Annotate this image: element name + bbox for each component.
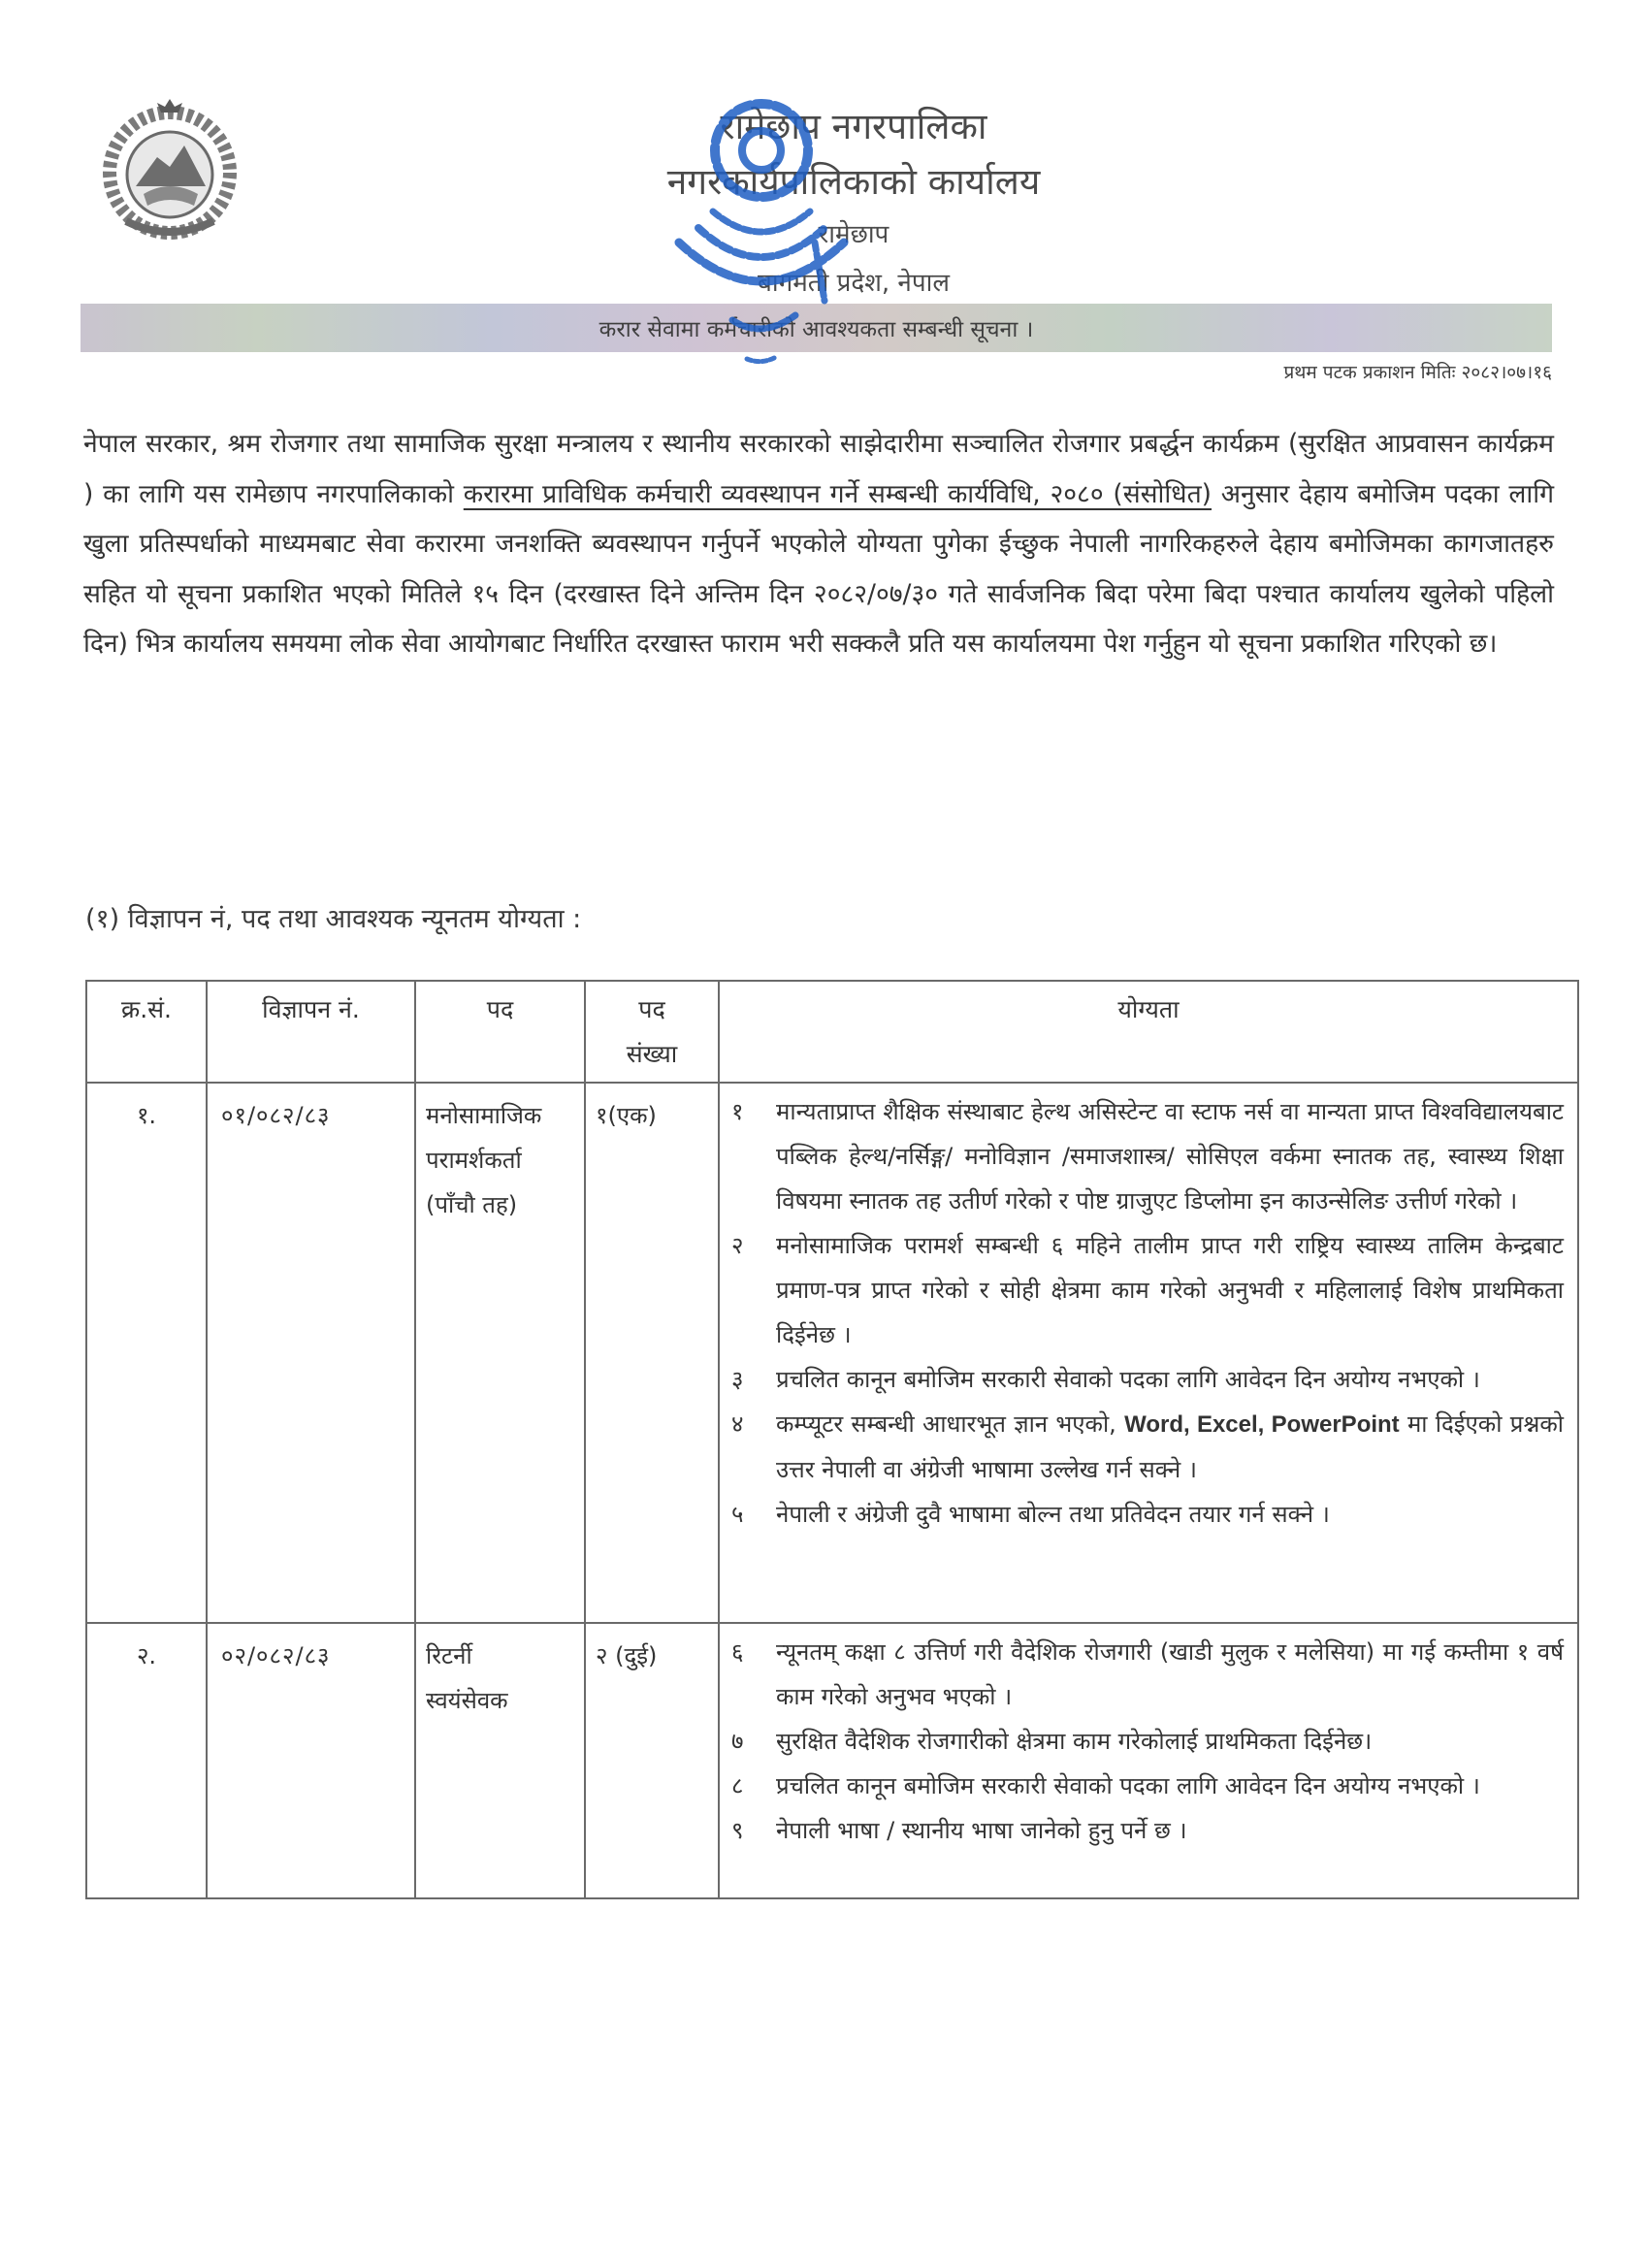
post-level: (पाँचौ तह): [426, 1191, 518, 1218]
table-row: [86, 1623, 1578, 1898]
qualification-list: [719, 1083, 1578, 1623]
nepal-government-emblem-icon: [97, 97, 242, 243]
table-header-row: [86, 981, 1578, 1083]
qualification-text: न्यूनतम् कक्षा ८ उत्तिर्ण गरी वैदेशिक रोजगारी (खाडी मुलुक र मलेसिया) मा गई कम्तीमा १ वर्ष काम गरेको अनुभव भएको ।: [776, 1638, 1564, 1710]
qualification-item: [731, 1492, 1564, 1537]
district-name: रामेछाप: [818, 220, 889, 249]
qualification-number: २: [731, 1232, 744, 1259]
qualification-text: प्रचलित कानून बमोजिम सरकारी सेवाको पदका लागि आवेदन दिन अयोग्य नभएको ।: [776, 1366, 1480, 1393]
office-name: नगरकार्यपालिकाको कार्यालय: [666, 161, 1041, 203]
advertisement-number: ०२/०८२/८३: [207, 1623, 415, 1898]
qualification-number: १: [731, 1098, 744, 1125]
header-post-count: [585, 981, 719, 1083]
municipality-name: रामेछाप नगरपालिका: [720, 106, 987, 147]
table-row: [86, 1083, 1578, 1623]
publication-date: प्रथम पटक प्रकाशन मितिः २०८२।०७।१६: [1283, 362, 1552, 383]
qualification-item: [731, 1089, 1564, 1223]
qualification-number: ६: [731, 1638, 744, 1666]
vacancy-table: [85, 980, 1579, 1899]
qualification-item: [731, 1719, 1564, 1764]
qualification-number: ८: [731, 1772, 744, 1799]
post-name-line: परामर्शकर्ता: [426, 1147, 522, 1174]
province-country: बागमती प्रदेश, नेपाल: [758, 269, 950, 298]
qualification-list: [719, 1623, 1578, 1898]
qualification-text-part: मा दिईएको प्रश्नको उत्तर नेपाली वा अंग्रेजी भाषामा उल्लेख गर्न सक्ने ।: [776, 1410, 1565, 1483]
header-qualification: योग्यता: [719, 981, 1578, 1083]
qualification-text: नेपाली र अंग्रेजी दुवै भाषामा बोल्न तथा प्रतिवेदन तयार गर्न सक्ने ।: [776, 1501, 1330, 1528]
software-list: Word, Excel, PowerPoint: [1124, 1411, 1400, 1438]
post-name-line: रिटर्नी: [426, 1642, 472, 1669]
qualification-number: ५: [731, 1501, 744, 1528]
qualification-number: ७: [731, 1728, 744, 1755]
qualification-item: [731, 1764, 1564, 1808]
paragraph-text-1: नेपाल सरकार, श्रम रोजगार तथा सामाजिक सुरक्षा मन्त्रालय र स्थानीय सरकारको साझेदारीमा सञ्चालित रोजगार प्रबर्द्धन कार्यक्रम (सुरक्षित आप्रवासन कार्यक्रम ) का लागि यस रामेछाप नगरपालिकाको: [83, 429, 1554, 509]
procedure-reference: करारमा प्राविधिक कर्मचारी व्यवस्थापन गर्ने सम्बन्धी कार्यविधि, २०८० (संसोधित): [463, 478, 1212, 509]
paragraph-text-2: अनुसार देहाय बमोजिम पदका लागि खुला प्रतिस्पर्धाको माध्यमबाट सेवा करारमा जनशक्ति ब्यवस्थापन गर्नुपर्ने भएकोले योग्यता पुगेका ईच्छुक नेपाली नागरिकहरुले देहाय बमोजिमका कागजातहरु सहित यो सूचना प्रकाशित भएको मितिले १५ दिन (दरखास्त दिने अन्तिम दिन २०८२/०७/३० गते सार्वजनिक बिदा परेमा बिदा पश्चात कार्यालय खुलेको पहिलो दिन) भित्र कार्यालय समयमा लोक सेवा आयोगबाट निर्धारित दरखास्त फाराम भरी सक्कलै प्रति यस कार्यालयमा पेश गर्नुहुन यो सूचना प्रकाशित गरिएको छ।: [83, 478, 1555, 659]
qualification-number: ४: [731, 1410, 744, 1438]
advertisement-number: ०१/०८२/८३: [207, 1083, 415, 1623]
notice-title: करार सेवामा कर्मचारीको आवश्यकता सम्बन्धी सूचना ।: [598, 317, 1034, 342]
qualification-item: [731, 1808, 1564, 1853]
qualification-text: सुरक्षित वैदेशिक रोजगारीको क्षेत्रमा काम गरेकोलाई प्राथमिकता दिईनेछ।: [776, 1728, 1373, 1755]
header-post-count-line2: संख्या: [626, 1040, 678, 1068]
header-advertisement-number: विज्ञापन नं.: [207, 981, 415, 1083]
qualification-item: [731, 1223, 1564, 1357]
post-name-line: स्वयंसेवक: [426, 1687, 508, 1714]
qualification-item: [731, 1402, 1564, 1492]
qualification-number: ९: [731, 1817, 744, 1844]
qualification-text: प्रचलित कानून बमोजिम सरकारी सेवाको पदका लागि आवेदन दिन अयोग्य नभएको ।: [776, 1772, 1480, 1799]
qualification-text: [776, 1402, 1564, 1492]
qualification-text-part: कम्प्यूटर सम्बन्धी आधारभूत ज्ञान भएको,: [776, 1410, 1125, 1438]
qualification-text: मान्यताप्राप्त शैक्षिक संस्थाबाट हेल्थ असिस्टेन्ट वा स्टाफ नर्स वा मान्यता प्राप्त विश्वविद्यालयबाट पब्लिक हेल्थ/नर्सिङ्ग/ मनोविज्ञान /समाजशास्त्र/ सोसिएल वर्कमा स्नातक तह, स्वास्थ्य शिक्षा विषयमा स्नातक तह उतीर्ण गरेको र पोष्ट ग्राजुएट डिप्लोमा इन काउन्सेलिङ उत्तीर्ण गरेको ।: [776, 1098, 1564, 1215]
post-name: [415, 1623, 585, 1898]
qualification-item: [731, 1630, 1564, 1719]
header-serial-number: क्र.सं.: [86, 981, 207, 1083]
notice-paragraph: [83, 419, 1554, 669]
notice-title-banner: [81, 304, 1552, 352]
header-post-count-line1: पद: [638, 995, 665, 1023]
qualification-text: मनोसामाजिक परामर्श सम्बन्धी ६ महिने तालीम प्राप्त गरी राष्ट्रिय स्वास्थ्य तालिम केन्द्रबाट प्रमाण-पत्र प्राप्त गरेको र सोही क्षेत्रमा काम गरेको अनुभवी र महिलालाई विशेष प्राथमिकता दिईनेछ ।: [776, 1232, 1564, 1348]
header-post: पद: [415, 981, 585, 1083]
post-name-line: मनोसामाजिक: [426, 1102, 542, 1129]
qualification-number: ३: [731, 1366, 744, 1393]
post-count: १(एक): [585, 1083, 719, 1623]
serial-number: १.: [86, 1083, 207, 1623]
post-count: २ (दुई): [585, 1623, 719, 1898]
serial-number: २.: [86, 1623, 207, 1898]
post-name: [415, 1083, 585, 1623]
qualification-item: [731, 1357, 1564, 1402]
qualification-text: नेपाली भाषा / स्थानीय भाषा जानेको हुनु पर्ने छ ।: [776, 1817, 1187, 1844]
section-heading: (१) विज्ञापन नं, पद तथा आवश्यक न्यूनतम योग्यता :: [85, 904, 582, 934]
